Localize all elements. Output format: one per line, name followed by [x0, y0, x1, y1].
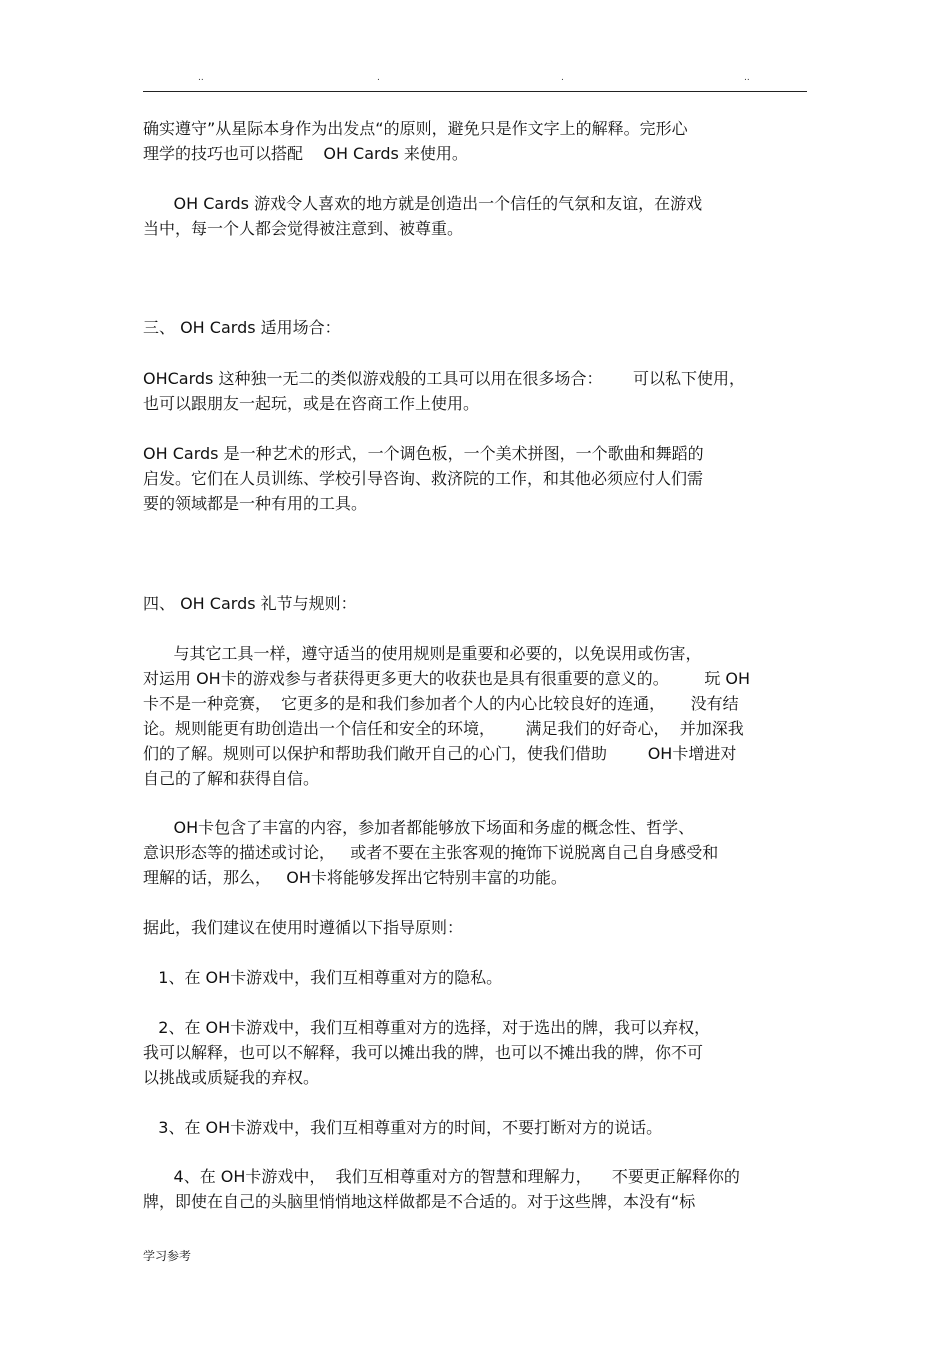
text-line: OH Cards 游戏令人喜欢的地方就是创造出一个信任的气氛和友谊，在游戏 [143, 194, 703, 213]
list-item: 1、在 OH卡游戏中，我们互相尊重对方的隐私。 [143, 968, 503, 987]
text-line: OH卡包含了丰富的内容，参加者都能够放下场面和务虚的概念性、哲学、 [143, 818, 695, 837]
list-item: 3、在 OH卡游戏中，我们互相尊重对方的时间，不要打断对方的说话。 [143, 1118, 663, 1137]
text-line: 意识形态等的描述或讨论， 或者不要在主张客观的掩饰下说脱离自己自身感受和 [143, 843, 719, 862]
text-line: 理解的话，那么， OH卡将能够发挥出它特别丰富的功能。 [143, 868, 567, 887]
header-mark: .. [744, 73, 750, 83]
text-line: OHCards 这种独一无二的类似游戏般的工具可以用在很多场合： 可以私下使用， [143, 369, 745, 388]
text-line: 牌，即使在自己的头脑里悄悄地这样做都是不合适的。对于这些牌，本没有“标 [143, 1192, 696, 1211]
header-mark: . [561, 73, 564, 83]
text-line: 也可以跟朋友一起玩，或是在咨商工作上使用。 [143, 394, 480, 413]
text-line: 卡不是一种竞赛， 它更多的是和我们参加者个人的内心比较良好的连通， 没有结 [143, 694, 739, 713]
section-heading: 三、 OH Cards 适用场合： [143, 318, 341, 337]
text-line: 确实遵守”从星际本身作为出发点“的原则，避免只是作文字上的解释。完形心 [143, 119, 688, 138]
text-line: 据此，我们建议在使用时遵循以下指导原则： [143, 918, 464, 937]
text-line: 们的了解。规则可以保护和帮助我们敞开自己的心门，使我们借助 OH卡增进对 [143, 744, 737, 763]
list-item: 4、在 OH卡游戏中， 我们互相尊重对方的智慧和理解力， 不要更正解释你的 [143, 1167, 740, 1186]
text-line: 对运用 OH卡的游戏参与者获得更多更大的收获也是具有很重要的意义的。 玩 OH [143, 669, 751, 688]
header-mark: . [377, 73, 380, 83]
header-mark: .. [198, 73, 204, 83]
text-line: 当中，每一个人都会觉得被注意到、被尊重。 [143, 219, 464, 238]
text-line: 自己的了解和获得自信。 [143, 769, 320, 788]
text-line: 论。规则能更有助创造出一个信任和安全的环境， 满足我们的好奇心， 并加深我 [143, 719, 744, 738]
text-line: 理学的技巧也可以搭配 OH Cards 来使用。 [143, 144, 468, 163]
text-line: 以挑战或质疑我的弃权。 [143, 1068, 320, 1087]
text-line: 我可以解释，也可以不解释，我可以摊出我的牌，也可以不摊出我的牌，你不可 [143, 1043, 704, 1062]
section-heading: 四、 OH Cards 礼节与规则： [143, 594, 357, 613]
text-line: 启发。它们在人员训练、学校引导咨询、救济院的工作，和其他必须应付人们需 [143, 469, 704, 488]
list-item: 2、在 OH卡游戏中，我们互相尊重对方的选择，对于选出的牌，我可以弃权， [143, 1018, 711, 1037]
text-line: 与其它工具一样，遵守适当的使用规则是重要和必要的，以免误用或伤害， [143, 644, 702, 663]
page-footer: 学习参考 [143, 1249, 192, 1263]
text-line: 要的领域都是一种有用的工具。 [143, 494, 368, 513]
page-header [143, 72, 807, 92]
text-line: OH Cards 是一种艺术的形式，一个调色板，一个美术拼图，一个歌曲和舞蹈的 [143, 444, 704, 463]
